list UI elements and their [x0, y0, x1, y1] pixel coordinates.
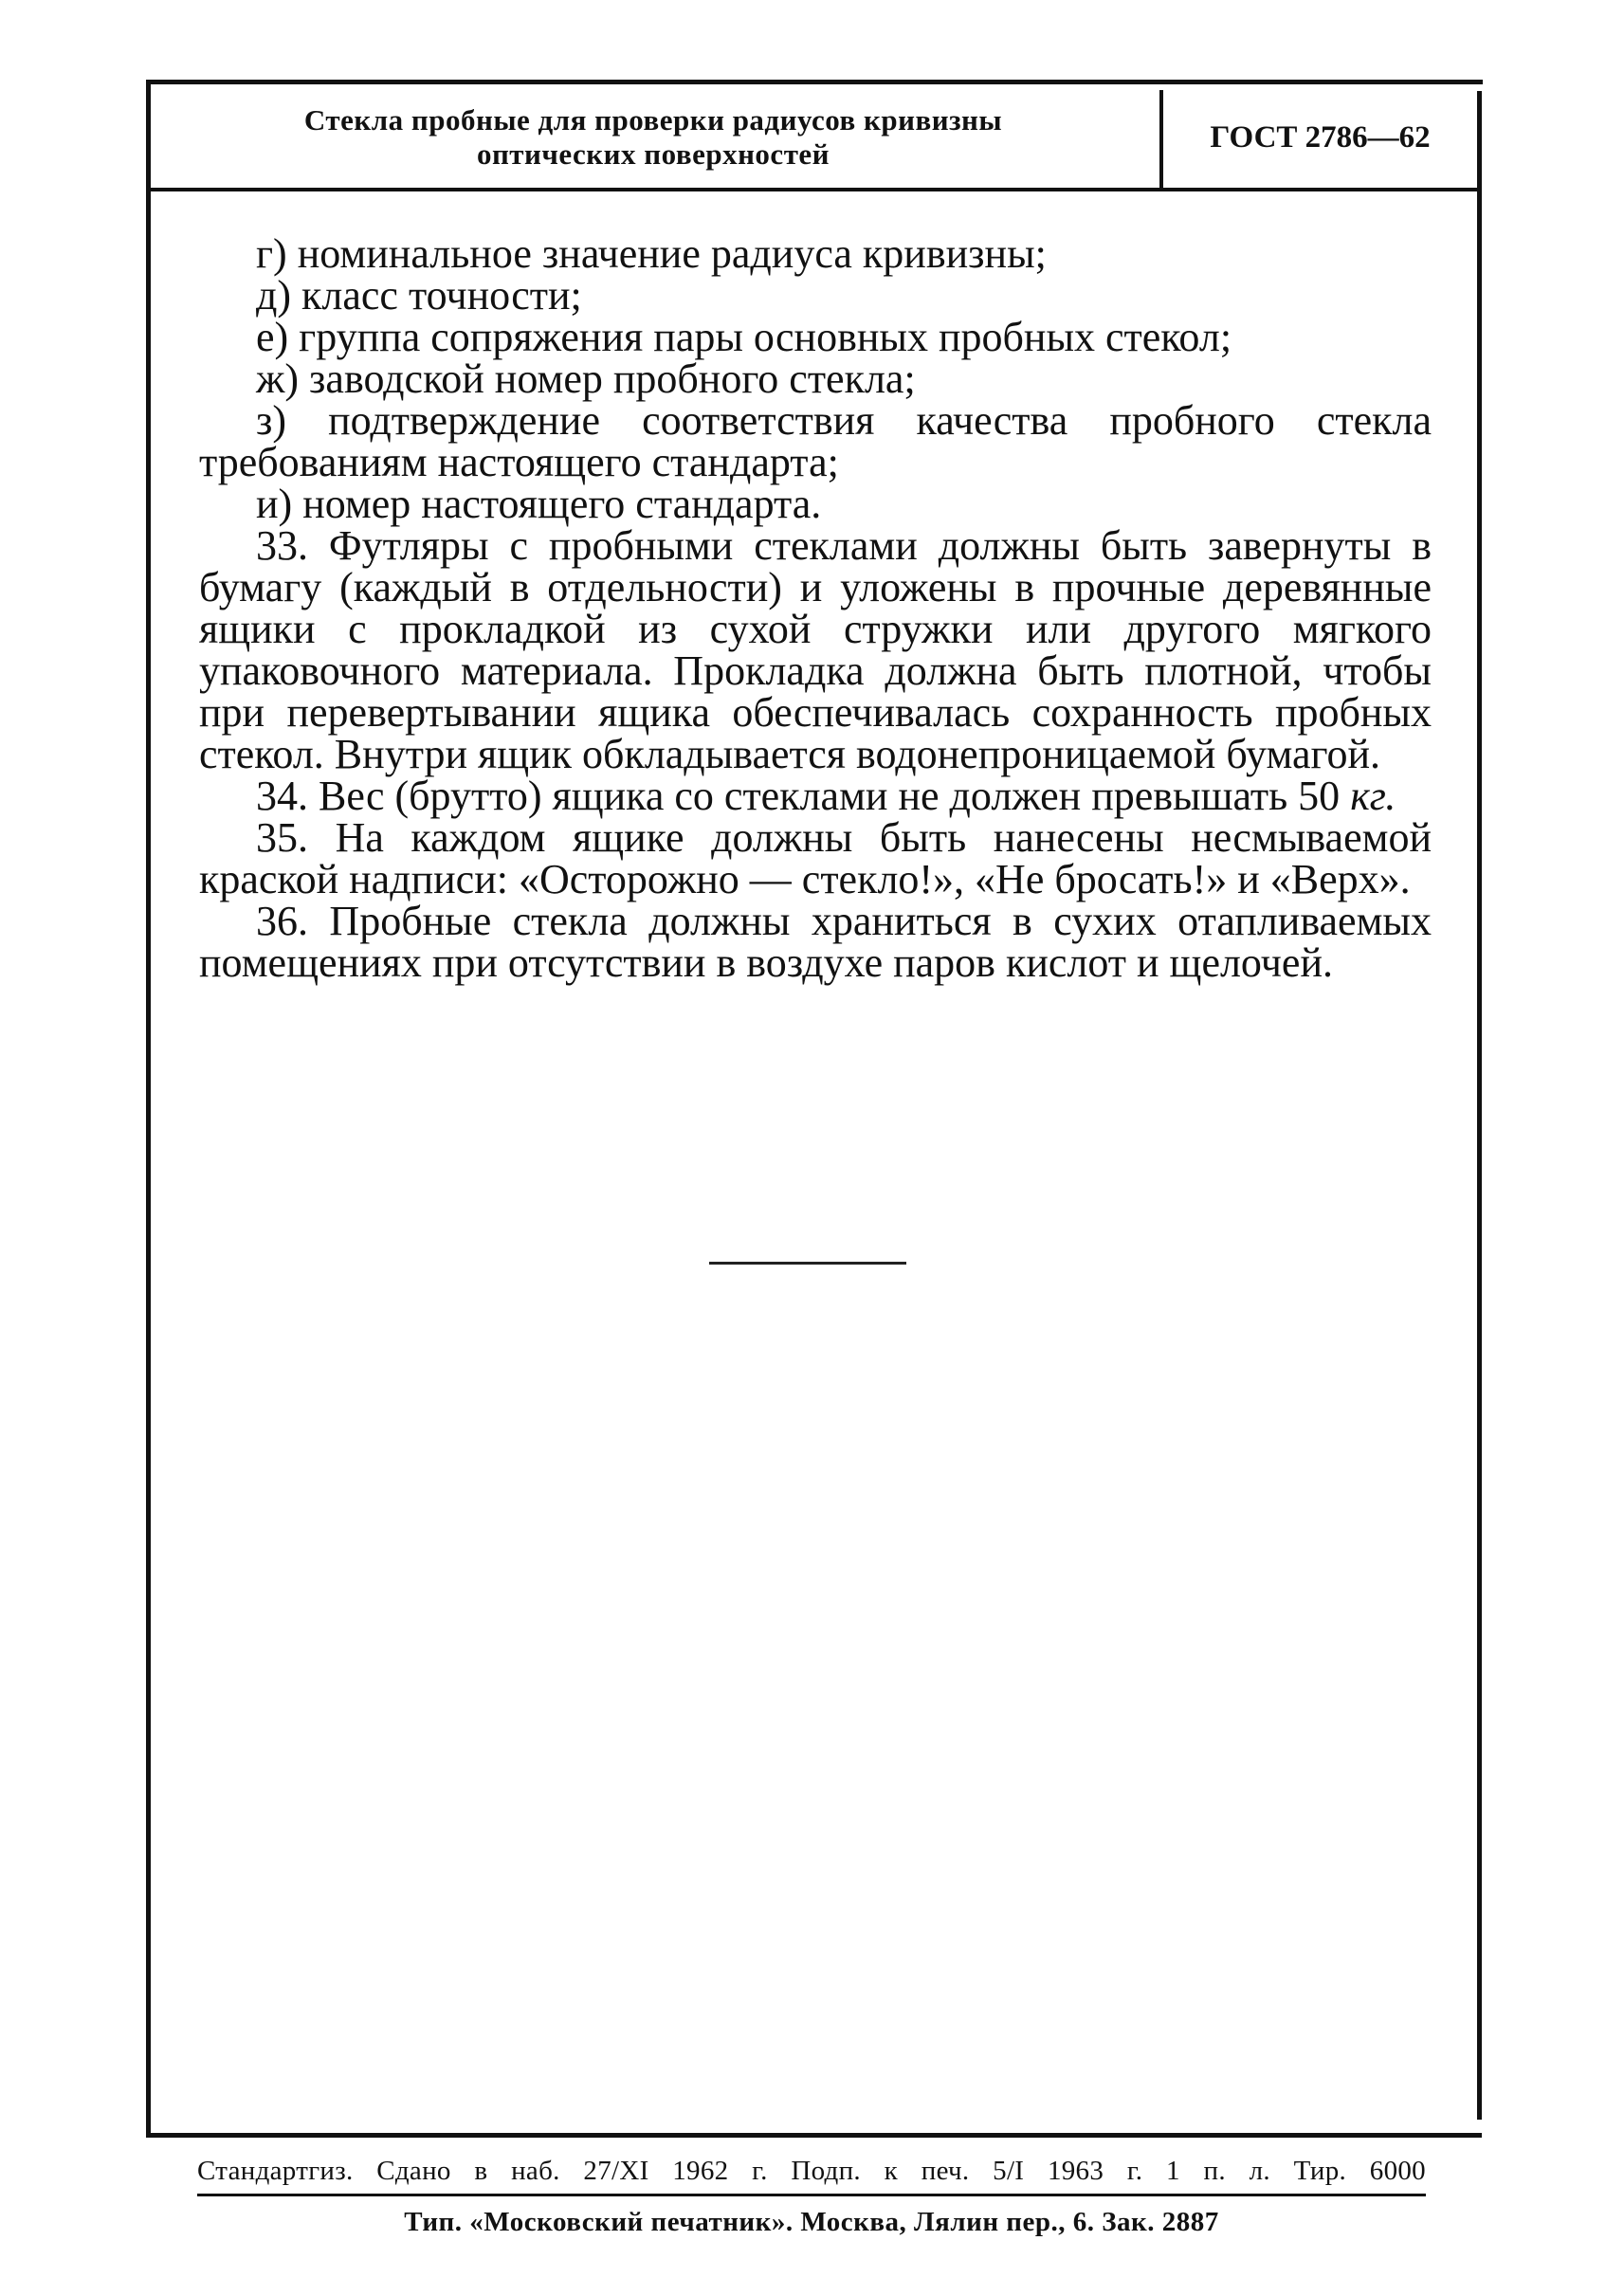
paragraph-36: 36. Пробные стекла должны храниться в сухих отапливаемых помещениях при отсутствии в воздухе паров кислот и щелочей.: [199, 898, 1432, 986]
list-item-i: и) номер настоящего стандарта.: [256, 481, 822, 527]
frame-left-rule: [146, 80, 151, 2137]
list-item-g: г) номинальное значение радиуса кривизны;: [256, 230, 1047, 277]
standard-code: ГОСТ 2786—62: [1210, 120, 1431, 155]
document-body: [199, 230, 1432, 986]
list-item-d: д) класс точности;: [256, 272, 582, 319]
standard-title-line-2: оптических поверхностей: [476, 137, 830, 171]
imprint-line-1: Стандартгиз. Сдано в наб. 27/XI 1962 г. Подп. к печ. 5/I 1963 г. 1 п. л. Тир. 6000: [197, 2156, 1426, 2186]
list-item-e: е) группа сопряжения пары основных пробных стекол;: [256, 314, 1232, 360]
frame-bottom-rule: [146, 2133, 1482, 2138]
paragraph-35: 35. На каждом ящике должны быть нанесены несмываемой краской надписи: «Осторожно — стекло!», «Не бросать!» и «Верх».: [199, 814, 1432, 902]
imprint-rule: [197, 2194, 1426, 2196]
standard-title-line-1: Стекла пробные для проверки радиусов кривизны: [303, 103, 1003, 137]
header-bottom-rule: [151, 188, 1477, 191]
standard-title: [151, 103, 1156, 172]
paragraph-33: 33. Футляры с пробными стеклами должны быть завернуты в бумагу (каждый в отдельности) и уложены в прочные деревянные ящики с прокладкой из сухой стружки или другого мягкого упаковочного материала. Прокладка должна быть плотной, чтобы при перевертывании ящика обеспечивалась сохранность пробных стекол. Внутри ящик обкладывается водонепроницаемой бумагой.: [199, 522, 1432, 777]
list-item-z: з) подтверждение соответствия качества пробного стекла требованиям настоящего стандарта;: [199, 397, 1432, 485]
imprint-line-2: Тип. «Московский печатник». Москва, Лялин пер., 6. Зак. 2887: [404, 2207, 1219, 2237]
paragraph-34: [199, 775, 1432, 817]
paragraph-34-text: 34. Вес (брутто) ящика со стеклами не должен превышать 50: [256, 773, 1341, 819]
paragraph-34-unit: кг.: [1350, 773, 1396, 819]
page-header: [151, 84, 1477, 191]
list-item-zh: ж) заводской номер пробного стекла;: [256, 355, 916, 402]
end-separator-rule: [709, 1262, 906, 1265]
frame-right-rule: [1477, 91, 1482, 2120]
